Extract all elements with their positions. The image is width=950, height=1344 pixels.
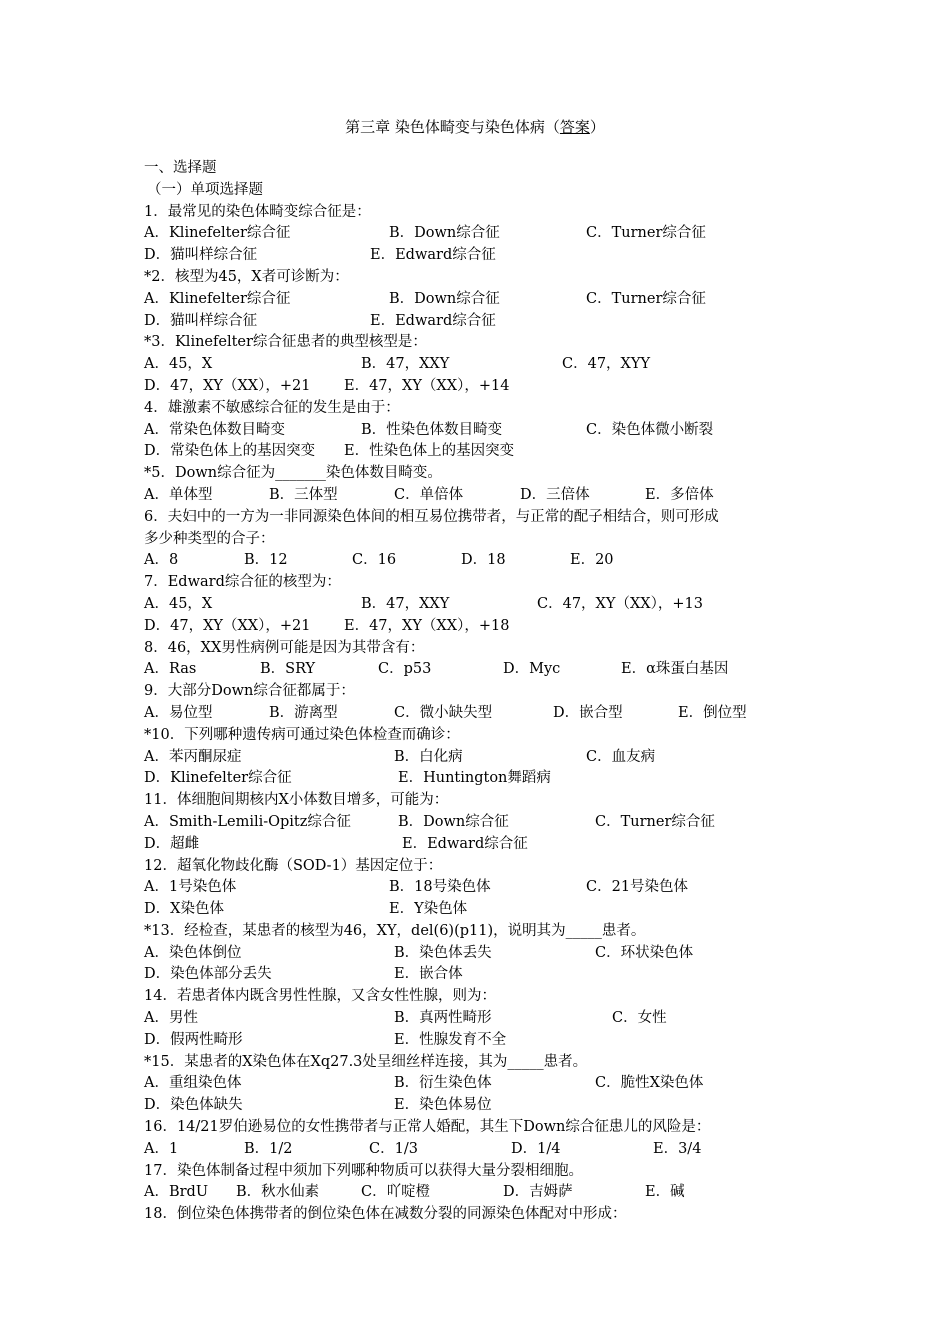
option-row [144, 834, 814, 856]
option-row [144, 747, 814, 769]
question-stem: *2．核型为45，X者可诊断为： [144, 268, 349, 285]
answer-option: E．Y染色体 [389, 901, 468, 918]
answer-option: C．脆性X染色体 [595, 1075, 704, 1092]
option-row [144, 812, 814, 834]
answer-option: D．猫叫样综合征 [144, 312, 258, 329]
answer-option: D．染色体部分丢失 [144, 966, 272, 983]
answer-option: A．45，X [144, 356, 213, 373]
option-row [144, 594, 814, 616]
answer-link[interactable]: 答案 [559, 118, 590, 136]
question-stem: 8．46，XX男性病例可能是因为其带含有： [144, 639, 425, 656]
answer-option: A．重组染色体 [144, 1075, 242, 1092]
title-close: ） [589, 118, 605, 136]
option-row [144, 1095, 814, 1117]
option-row [144, 311, 814, 333]
answer-option: B．12 [244, 552, 288, 569]
option-row [144, 1008, 814, 1030]
answer-option: E．多倍体 [645, 486, 714, 503]
question-stem: *15．某患者的X染色体在Xq27.3处呈细丝样连接，其为_____患者。 [144, 1053, 588, 1070]
answer-option: B．SRY [260, 661, 316, 678]
answer-option: E．性腺发育不全 [394, 1031, 507, 1048]
answer-option: E．Edward综合征 [402, 835, 528, 852]
answer-option: A．Klinefelter综合征 [144, 225, 291, 242]
answer-option: A．BrdU [144, 1184, 209, 1201]
answer-option: D．Myc [503, 661, 561, 678]
option-row [144, 1182, 814, 1204]
answer-option: E．碱 [645, 1184, 685, 1201]
option-row [144, 768, 814, 790]
answer-option: D．三倍体 [520, 486, 590, 503]
answer-option: E．3/4 [653, 1140, 702, 1157]
answer-option: D．吉姆萨 [503, 1184, 573, 1201]
answer-option: A．1 [144, 1140, 179, 1157]
answer-option: C．染色体微小断裂 [586, 421, 714, 438]
section-heading: 一、选择题 [144, 160, 217, 176]
option-row [144, 964, 814, 986]
answer-option: B．Down综合征 [398, 813, 509, 830]
answer-option: D．染色体缺失 [144, 1097, 243, 1114]
answer-option: B．染色体丢失 [394, 944, 492, 961]
option-row [144, 703, 814, 725]
answer-option: D．嵌合型 [553, 704, 623, 721]
answer-option: E．倒位型 [678, 704, 747, 721]
question-stem: 11．体细胞间期核内X小体数目增多，可能为： [144, 792, 449, 809]
answer-option: B．秋水仙素 [236, 1184, 320, 1201]
answer-option: B．47，XXY [361, 356, 450, 373]
answer-option: B．性染色体数目畸变 [361, 421, 503, 438]
option-row [144, 877, 814, 899]
option-row [144, 245, 814, 267]
option-row [144, 616, 814, 638]
answer-option: D．常染色体上的基因突变 [144, 443, 316, 460]
answer-option: C．单倍体 [394, 486, 464, 503]
answer-option: C．微小缺失型 [394, 704, 493, 721]
answer-option: A．易位型 [144, 704, 213, 721]
answer-option: B．白化病 [394, 748, 463, 765]
option-row [144, 441, 814, 463]
question-stem: 16．14/21罗伯逊易位的女性携带者与正常人婚配，其生下Down综合征患儿的风险是： [144, 1119, 711, 1136]
answer-option: A．1号染色体 [144, 879, 237, 896]
answer-option: E．47，XY（XX），+14 [344, 377, 510, 394]
answer-option: E．嵌合体 [394, 966, 463, 983]
answer-option: D．18 [461, 552, 506, 569]
question-stem: 9．大部分Down综合征都属于： [144, 683, 355, 700]
answer-option: E．Edward综合征 [370, 312, 496, 329]
option-row [144, 1073, 814, 1095]
option-row [144, 1139, 814, 1161]
subsection-heading: （一）单项选择题 [147, 181, 263, 198]
option-row [144, 943, 814, 965]
option-row [144, 354, 814, 376]
answer-option: A．染色体倒位 [144, 944, 242, 961]
answer-option: C．女性 [612, 1010, 667, 1027]
answer-option: A．苯丙酮尿症 [144, 748, 242, 765]
question-stem: *3．Klinefelter综合征患者的典型核型是： [144, 334, 427, 351]
answer-option: E．Edward综合征 [370, 247, 496, 264]
answer-option: A．8 [144, 552, 179, 569]
answer-option: E．α珠蛋白基因 [621, 661, 729, 678]
question-stem: *13．经检查，某患者的核型为46，XY，del(6)(p11)，说明其为_____患者。 [144, 922, 646, 939]
option-row [144, 376, 814, 398]
answer-option: C．16 [352, 552, 397, 569]
option-row [144, 550, 814, 572]
question-stem: 6．夫妇中的一方为一非同源染色体间的相互易位携带者，与正常的配子相结合，则可形成 [144, 508, 719, 525]
question-stem: 17．染色体制备过程中须加下列哪种物质可以获得大量分裂相细胞。 [144, 1162, 583, 1179]
question-stem: 7．Edward综合征的核型为： [144, 574, 341, 591]
answer-option: D．超雌 [144, 835, 200, 852]
question-stem: 14．若患者体内既含男性性腺，又含女性性腺，则为： [144, 988, 496, 1005]
answer-option: C．Turner综合征 [586, 290, 706, 307]
question-stem: *5．Down综合征为_______染色体数目畸变。 [144, 465, 442, 482]
answer-option: A．常染色体数目畸变 [144, 421, 285, 438]
answer-option: D．假两性畸形 [144, 1031, 243, 1048]
answer-option: B．游离型 [269, 704, 338, 721]
answer-option: E．Huntington舞蹈病 [398, 770, 551, 787]
answer-option: A．Klinefelter综合征 [144, 290, 291, 307]
answer-option: C．吖啶橙 [361, 1184, 431, 1201]
option-row [144, 659, 814, 681]
answer-option: D．X染色体 [144, 901, 224, 918]
option-row [144, 420, 814, 442]
answer-option: E．47，XY（XX），+18 [344, 617, 510, 634]
answer-option: B．衍生染色体 [394, 1075, 492, 1092]
answer-option: C．p53 [378, 661, 432, 678]
answer-option: C．环状染色体 [595, 944, 694, 961]
answer-option: C．Turner综合征 [586, 225, 706, 242]
answer-option: D．猫叫样综合征 [144, 247, 258, 264]
answer-option: B．真两性畸形 [394, 1010, 492, 1027]
answer-option: D．47，XY（XX），+21 [144, 377, 311, 394]
answer-option: C．47，XYY [562, 356, 651, 373]
option-row [144, 485, 814, 507]
answer-option: A．单体型 [144, 486, 213, 503]
question-stem-continued: 多少种类型的合子： [144, 530, 275, 547]
answer-option: C．1/3 [369, 1140, 418, 1157]
title-text: 第三章 染色体畸变与染色体病（ [345, 118, 560, 136]
answer-option: C．21号染色体 [586, 879, 689, 896]
option-row [144, 1030, 814, 1052]
answer-option: A．男性 [144, 1010, 198, 1027]
answer-option: B．18号染色体 [389, 879, 491, 896]
answer-option: D．Klinefelter综合征 [144, 770, 292, 787]
question-stem: 12．超氧化物歧化酶（SOD-1）基因定位于： [144, 857, 443, 874]
answer-option: B．三体型 [269, 486, 338, 503]
answer-option: A．Ras [144, 661, 197, 678]
option-row [144, 223, 814, 245]
question-stem: 1．最常见的染色体畸变综合征是： [144, 203, 371, 220]
answer-option: B．47，XXY [361, 595, 450, 612]
answer-option: E．染色体易位 [394, 1097, 492, 1114]
answer-option: B．Down综合征 [389, 225, 500, 242]
question-stem: *10．下列哪种遗传病可通过染色体检查而确诊： [144, 726, 460, 743]
answer-option: C．Turner综合征 [595, 813, 715, 830]
page-title [0, 116, 950, 138]
answer-option: C．47，XY（XX），+13 [537, 595, 703, 612]
option-row [144, 899, 814, 921]
answer-option: A．Smith-Lemili-Opitz综合征 [144, 813, 351, 830]
answer-option: B．1/2 [244, 1140, 293, 1157]
option-row [144, 289, 814, 311]
answer-option: A．45，X [144, 595, 213, 612]
answer-option: D．47，XY（XX），+21 [144, 617, 311, 634]
question-list [144, 158, 814, 1226]
question-stem: 4．雄激素不敏感综合征的发生是由于： [144, 399, 400, 416]
question-stem: 18．倒位染色体携带者的倒位染色体在减数分裂的同源染色体配对中形成： [144, 1206, 627, 1223]
answer-option: D．1/4 [511, 1140, 561, 1157]
answer-option: B．Down综合征 [389, 290, 500, 307]
answer-option: E．性染色体上的基因突变 [344, 443, 515, 460]
answer-option: C．血友病 [586, 748, 656, 765]
answer-option: E．20 [570, 552, 614, 569]
